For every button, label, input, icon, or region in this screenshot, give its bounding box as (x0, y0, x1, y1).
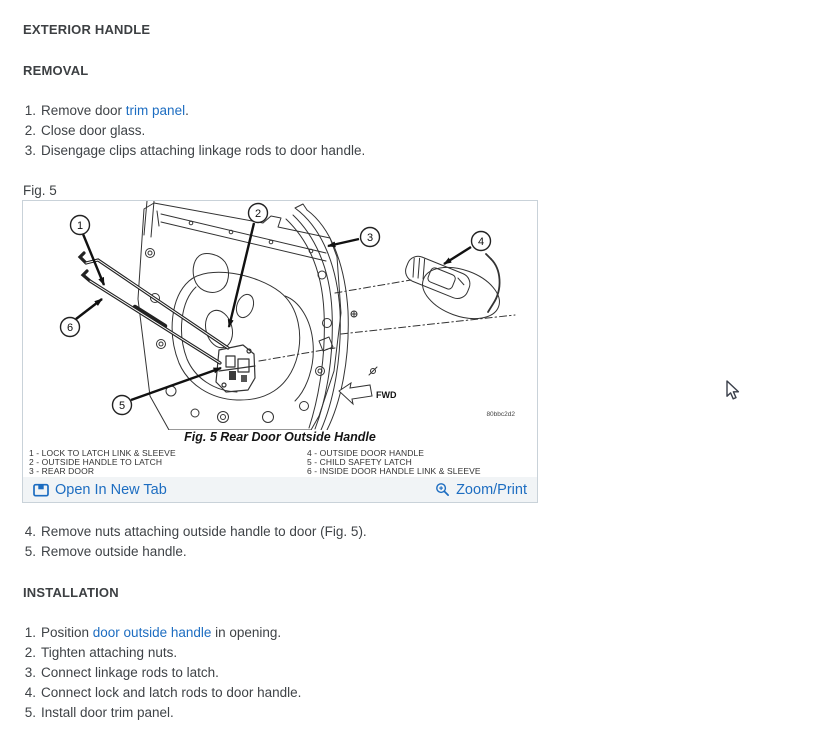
figure-action-bar (23, 477, 537, 502)
callout-3: 3 (366, 232, 374, 244)
list-item: 5. Install door trim panel. (24, 705, 174, 720)
removal-steps-continued (23, 522, 367, 562)
callout-1: 1 (76, 220, 84, 232)
list-item: 4. Connect lock and latch rods to door handle. (24, 685, 302, 700)
callout-6: 6 (66, 322, 74, 334)
figure-label: Fig. 5 (23, 183, 57, 198)
legend-item: 2 - OUTSIDE HANDLE TO LATCH (29, 457, 163, 467)
list-item: 4. Remove nuts attaching outside handle to door (Fig. 5). (24, 524, 367, 539)
callout-5: 5 (118, 400, 126, 412)
list-item: 3. Disengage clips attaching linkage rods to door handle. (24, 143, 366, 158)
figure-code: 80bbc2d2 (486, 411, 515, 418)
open-in-new-tab-link[interactable] (33, 482, 167, 498)
fwd-arrow-icon (339, 383, 372, 404)
removal-steps (23, 101, 365, 161)
removal-heading: REMOVAL (23, 63, 89, 78)
door-outside-handle-link[interactable]: door outside handle (92, 625, 212, 640)
list-item: 5. Remove outside handle. (24, 544, 187, 559)
list-item: 3. Connect linkage rods to latch. (24, 665, 219, 680)
zoom-print-label: Zoom/Print (456, 481, 527, 498)
figure-caption: Fig. 5 Rear Door Outside Handle (184, 430, 376, 444)
legend-item: 6 - INSIDE DOOR HANDLE LINK & SLEEVE (307, 466, 481, 476)
rear-door-diagram (23, 201, 536, 430)
list-item: 1. Position door outside handle in opening. (23, 623, 301, 643)
zoom-print-link[interactable] (435, 482, 527, 498)
trim-panel-link[interactable]: trim panel (125, 103, 186, 118)
magnifier-plus-icon (435, 482, 450, 497)
legend-item: 3 - REAR DOOR (29, 466, 95, 476)
list-item: 2. Close door glass. (24, 123, 146, 138)
installation-heading: INSTALLATION (23, 585, 119, 600)
figure-legend-right (307, 449, 481, 476)
open-in-new-tab-label: Open In New Tab (55, 481, 167, 498)
legend-item: 1 - LOCK TO LATCH LINK & SLEEVE (29, 448, 176, 458)
callout-2: 2 (254, 208, 262, 220)
mouse-cursor (726, 380, 742, 402)
legend-item: 4 - OUTSIDE DOOR HANDLE (307, 448, 425, 458)
installation-steps (23, 623, 301, 723)
legend-item: 5 - CHILD SAFETY LATCH (307, 457, 412, 467)
figure-panel (22, 200, 538, 503)
callout-4: 4 (477, 236, 485, 248)
fwd-label: FWD (376, 390, 397, 400)
figure-legend-left (29, 449, 176, 476)
page-title: EXTERIOR HANDLE (23, 22, 151, 37)
list-item: 2. Tighten attaching nuts. (24, 645, 178, 660)
open-in-new-tab-icon (33, 483, 49, 497)
list-item: 1. Remove door trim panel . (23, 101, 365, 121)
